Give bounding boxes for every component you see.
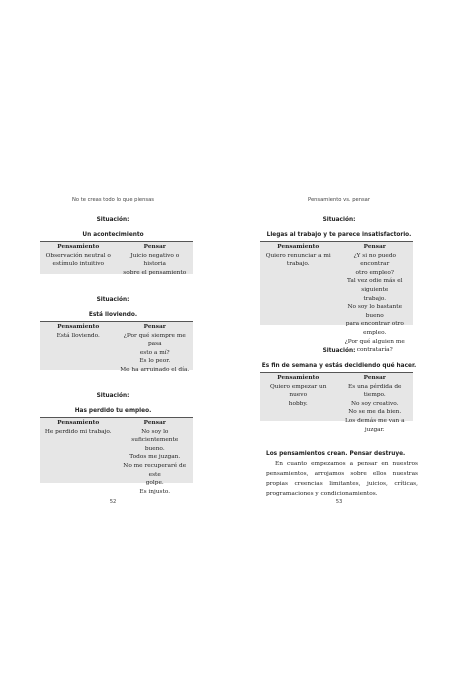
pensar-column (117, 242, 194, 274)
running-head: Pensamiento vs. pensar (308, 197, 370, 203)
table-body (40, 322, 193, 373)
right-page (226, 0, 452, 698)
pensar-header: Pensar (363, 375, 386, 381)
pensar-header: Pensar (363, 244, 386, 250)
pensar-header: Pensar (143, 244, 166, 250)
pensamiento-column (40, 418, 117, 483)
pensar-line: Tal vez odie más el siguiente (346, 278, 403, 293)
situation-table (40, 241, 193, 274)
pensamiento-line: He perdido mi trabajo. (44, 428, 112, 435)
pensar-line: No soy lo suficientemente (131, 428, 179, 444)
situation-title: Un acontecimiento (82, 232, 144, 238)
section-heading: Los pensamientos crean. Pensar destruye. (266, 451, 406, 457)
table-body (40, 418, 193, 495)
pensamiento-line: Quiero renunciar a mi (265, 252, 331, 259)
pensar-line: esto a mí? (139, 349, 170, 356)
pensamiento-column (260, 242, 337, 325)
pensar-line: No soy creativo. (350, 400, 399, 407)
pensar-line: ¿Y si no puedo encontrar (353, 252, 397, 268)
situation-label: Situación: (322, 348, 356, 354)
pensar-line: Los demás me van a juzgar. (344, 417, 405, 433)
pensamiento-header: Pensamiento (57, 324, 100, 330)
situation-title: Llegas al trabajo y te parece insatisfactorio. (266, 232, 412, 238)
pensar-line: No me recuperaré de este (123, 462, 187, 478)
pensamiento-column (40, 322, 117, 370)
pensar-line: Es injusto. (139, 488, 171, 495)
pensar-header: Pensar (143, 420, 166, 426)
pensar-line: No se me da bien. (348, 409, 402, 416)
situation-table (260, 372, 413, 433)
pensar-line: No soy lo bastante bueno (347, 304, 403, 319)
pensar-line: golpe. (145, 480, 164, 487)
pensar-header: Pensar (143, 324, 166, 330)
pensamiento-header: Pensamiento (277, 375, 320, 381)
table-body (40, 242, 193, 274)
pensar-line: Todos me juzgan. (129, 454, 181, 461)
pensamiento-column (40, 242, 117, 274)
pensar-line: contrataría? (356, 347, 393, 354)
pensamiento-line: Está lloviendo. (56, 332, 100, 339)
page-number: 53 (335, 499, 343, 505)
pensamiento-line: Quiero empezar un nuevo (269, 383, 327, 399)
pensar-line: otro empleo? (355, 269, 394, 276)
situation-title: Es fin de semana y estás decidiendo qué hacer. (261, 363, 417, 369)
pensar-line: Juicio negativo o historia (130, 252, 180, 268)
table-body (260, 373, 413, 433)
situation-table (40, 321, 193, 373)
body-paragraph: En cuanto empezamos a pensar en nuestros pensamientos, arrojamos sobre ellos nuestras propias creencias limitantes, juicios, críticas, programaciones y condicionamientos. (266, 461, 418, 497)
situation-table (40, 417, 193, 495)
pensamiento-header: Pensamiento (277, 244, 320, 250)
page-number: 52 (109, 499, 117, 505)
running-head: No te creas todo lo que piensas (72, 197, 154, 203)
pensamiento-column (260, 373, 337, 421)
situation-title: Está lloviendo. (88, 312, 138, 318)
pensar-line: ¿Por qué siempre me pasa (123, 332, 186, 348)
pensamiento-line: estímulo intuitivo (52, 261, 104, 268)
pensar-column (337, 373, 414, 433)
situation-label: Situación: (96, 297, 130, 303)
pensar-line: Es una pérdida de tiempo. (348, 383, 402, 399)
situation-title: Has perdido tu empleo. (74, 408, 152, 414)
pensamiento-header: Pensamiento (57, 420, 100, 426)
situation-label: Situación: (96, 217, 130, 223)
pensamiento-header: Pensamiento (57, 244, 100, 250)
pensar-line: bueno. (144, 445, 165, 452)
situation-label: Situación: (96, 393, 130, 399)
pensar-line: Es lo peor. (139, 358, 171, 365)
pensar-column (117, 418, 194, 495)
pensamiento-line: Observación neutral o (45, 252, 111, 259)
pensar-line: Me ha arruinado el día. (120, 366, 190, 373)
pensamiento-line: hobby. (288, 400, 308, 407)
situation-label: Situación: (322, 217, 356, 223)
pensar-line: ¿Por qué alguien me (344, 338, 405, 345)
pensar-line: para encontrar otro empleo. (345, 321, 404, 336)
pensar-line: trabajo. (363, 295, 387, 302)
pensar-column (117, 322, 194, 373)
pensar-line: sobre el pensamiento (123, 269, 187, 276)
pensamiento-line: trabajo. (286, 261, 310, 268)
